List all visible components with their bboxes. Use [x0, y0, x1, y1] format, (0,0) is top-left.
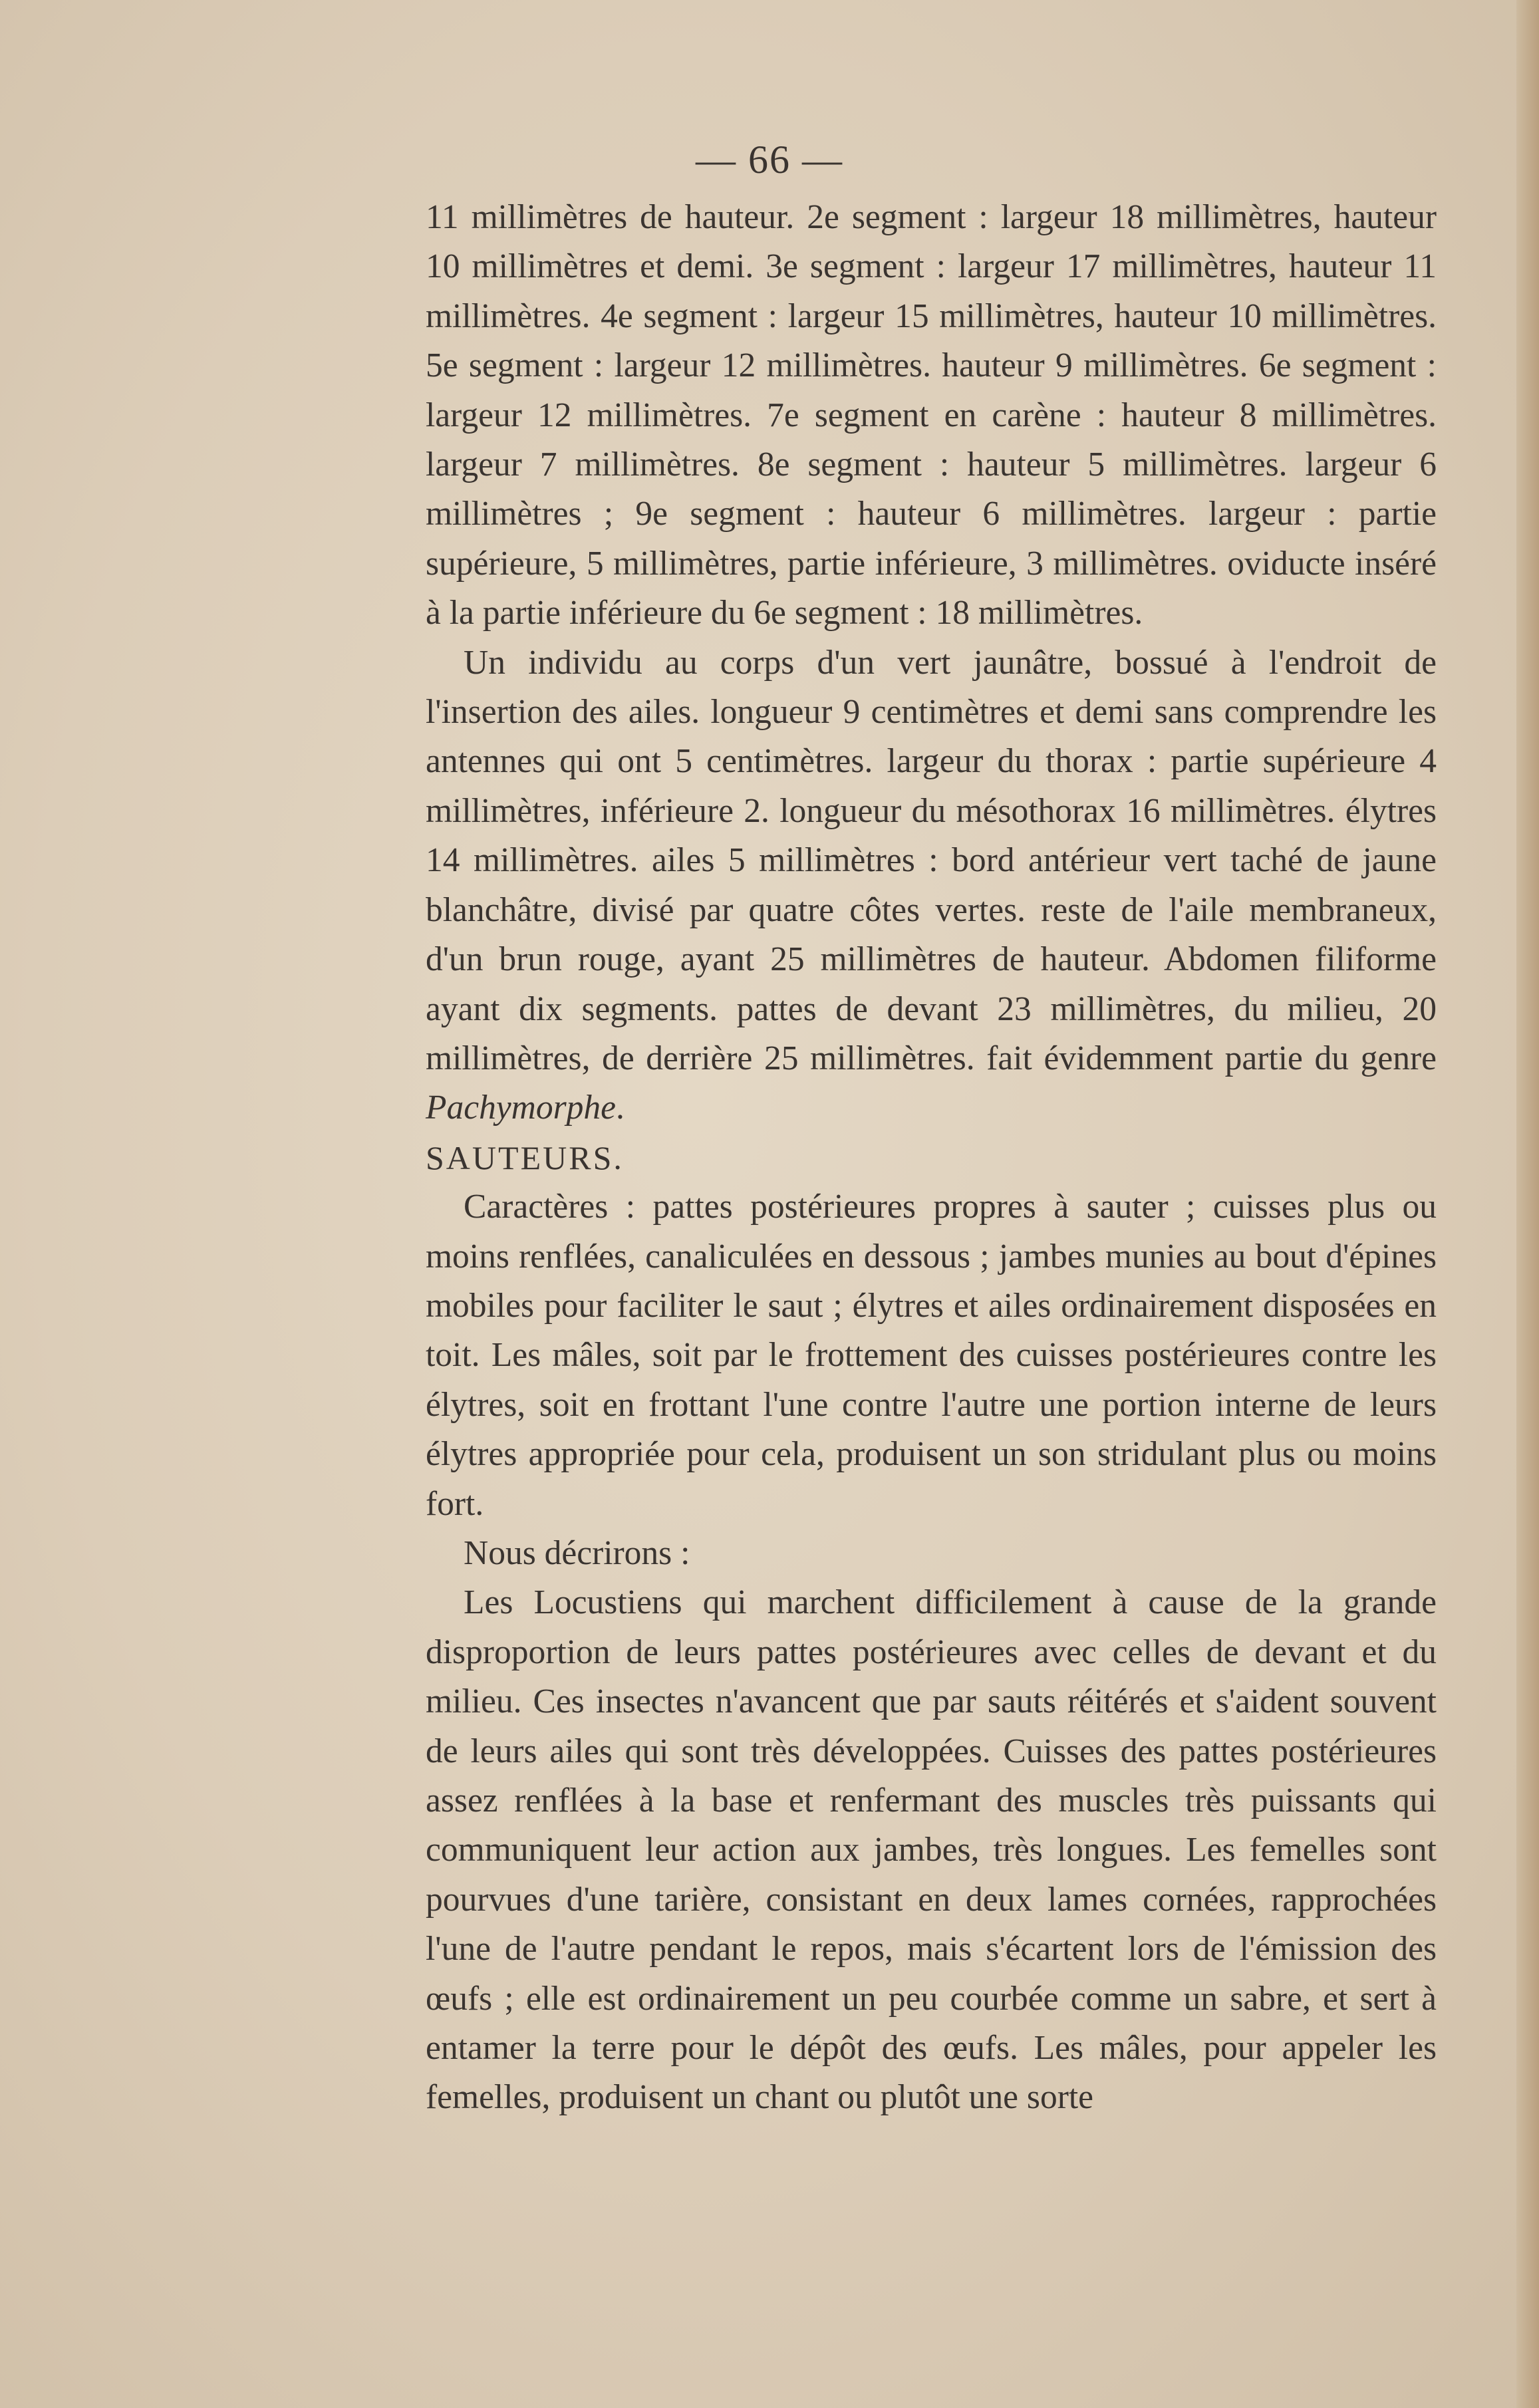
paragraph-segments: 11 millimètres de hauteur. 2e segment : largeur 18 millimètres, hauteur 10 millimètres et demi. 3e segment : largeur 17 millimètres, hauteur 11 millimètres. 4e segment : largeur 15 millimètres, hauteur 10 millimètres. 5e segment : largeur 12 millimètres. hauteur 9 millimètres. 6e segment : largeur 12 millimètres. 7e segment en carène : hauteur 8 millimètres. largeur 7 millimètres. 8e segment : hauteur 5 millimètres. largeur 6 millimètres ; 9e segment : hauteur 6 millimètres. largeur : partie supérieure, 5 millimètres, partie inférieure, 3 millimètres. oviducte inséré à la partie inférieure du 6e segment : 18 millimètres.: [426, 198, 1437, 632]
paragraph-characteristics: Caractères : pattes postérieures propres à sauter ; cuisses plus ou moins renflées, canaliculées en dessous ; jambes munies au bout d'épines mobiles pour faciliter le saut ; élytres et ailes ordinairement disposées en toit. Les mâles, soit par le frottement des cuisses postérieures contre les élytres, soit en frottant l'une contre l'autre une portion interne de leurs élytres appropriée pour cela, produisent un son stridulant plus ou moins fort.: [426, 1188, 1437, 1523]
page-number: — 66 —: [696, 138, 843, 182]
paragraph-individual-text: Un individu au corps d'un vert jaunâtre, bossué à l'endroit de l'insertion des ailes. longueur 9 centimètres et demi sans comprendre les antennes qui ont 5 centimètres. largeur du thorax : partie supérieure 4 millimètres, inférieure 2. longueur du mésothorax 16 millimètres. élytres 14 millimètres. ailes 5 millimètres : bord antérieur vert taché de jaune blanchâtre, divisé par quatre côtes vertes. reste de l'aile membraneux, d'un brun rouge, ayant 25 millimètres de hauteur. Abdomen filiforme ayant dix segments. pattes de devant 23 millimètres, du milieu, 20 millimètres, de derrière 25 millimètres. fait évidemment partie du genre: [426, 643, 1437, 1077]
paragraph-individual-end: .: [616, 1089, 625, 1127]
section-heading: SAUTEURS.: [426, 1138, 624, 1176]
paragraph-individual: [426, 638, 1437, 1133]
body-text: [426, 193, 1437, 2123]
genus-name: Pachymorphe: [426, 1089, 617, 1127]
page-edge: [1516, 0, 1539, 2408]
paragraph-intro: Nous décrirons :: [464, 1534, 690, 1572]
paragraph-locustiens: Les Locustiens qui marchent difficilement à cause de la grande disproportion de leurs pattes postérieures avec celles de devant et du milieu. Ces insectes n'avancent que par sauts réitérés et s'aident souvent de leurs ailes qui sont très développées. Cuisses des pattes postérieures assez renflées à la base et renfermant des muscles très puissants qui communiquent leur action aux jambes, très longues. Les femelles sont pourvues d'une tarière, consistant en deux lames cornées, rapprochées l'une de l'autre pendant le repos, mais s'écartent lors de l'émission des œufs ; elle est ordinairement un peu courbée comme un sabre, et sert à entamer la terre pour le dépôt des œufs. Les mâles, pour appeler les femelles, produisent un chant ou plutôt une sorte: [426, 1583, 1437, 2117]
